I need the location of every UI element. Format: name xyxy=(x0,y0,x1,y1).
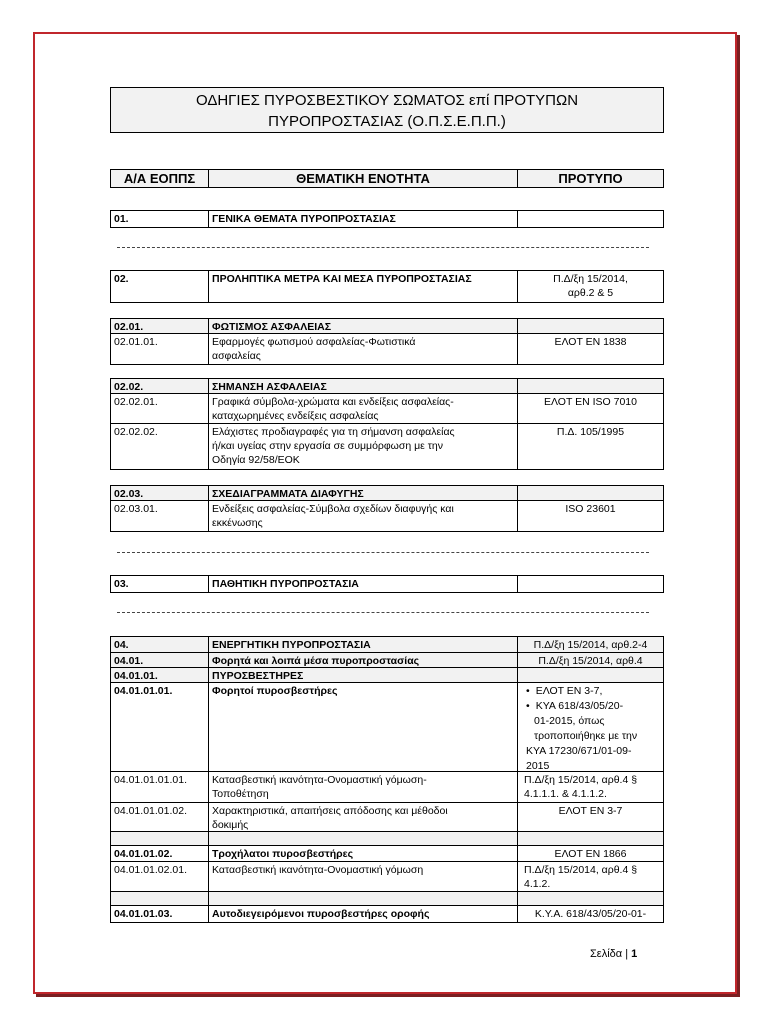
section-02-03 xyxy=(110,485,664,532)
table-row xyxy=(111,424,663,470)
topic-line: Χαρακτηριστικά, απαιτήσεις απόδοσης και μέθοδοι xyxy=(212,805,448,817)
table-row xyxy=(111,772,663,803)
row-code: 04.01.01. xyxy=(111,668,209,682)
row-topic: ΣΧΕΔΙΑΓΡΑΜΜΑΤΑ ΔΙΑΦΥΓΗΣ xyxy=(209,486,518,500)
standard-line: ΚΥΑ 17230/671/01-09- xyxy=(526,745,632,757)
row-code: 01. xyxy=(111,211,209,227)
topic-line: Εφαρμογές φωτισμού ασφαλείας-Φωτιστικά xyxy=(212,336,416,348)
row-standard: ΕΛΟΤ ΕΝ 3-7 xyxy=(558,805,623,817)
row-topic: ΠΑΘΗΤΙΚΗ ΠΥΡΟΠΡΟΣΤΑΣΙΑ xyxy=(209,576,518,592)
topic-line: ή/και υγείας στην εργασία σε συμμόρφωση με την xyxy=(212,440,444,452)
row-standard xyxy=(518,576,663,592)
title-line-2: ΠΥΡΟΠΡΟΣΤΑΣΙΑΣ (Ο.Π.Σ.Ε.Π.Π.) xyxy=(268,113,506,130)
page-footer xyxy=(590,948,637,960)
topic-line: Ενδείξεις ασφαλείας-Σύμβολα σχεδίων διαφυγής και xyxy=(212,503,454,515)
row-standard xyxy=(518,832,663,845)
row-code: 04.01. xyxy=(111,653,209,667)
topic-line: εκκένωσης xyxy=(212,517,263,529)
table-row xyxy=(111,846,663,862)
row-topic: Αυτοδιεγειρόμενοι πυροσβεστήρες οροφής xyxy=(209,906,518,922)
row-topic: ΦΩΤΙΣΜΟΣ ΑΣΦΑΛΕΙΑΣ xyxy=(209,319,518,333)
table-row xyxy=(111,211,663,228)
section-02-01 xyxy=(110,318,664,365)
row-code: 02.01.01. xyxy=(111,334,209,364)
section-01 xyxy=(110,210,664,228)
row-topic: Φορητοί πυροσβεστήρες xyxy=(209,683,518,771)
row-topic: ΕΝΕΡΓΗΤΙΚΗ ΠΥΡΟΠΡΟΣΤΑΣΙΑ xyxy=(209,637,518,652)
row-code: 04.01.01.01.01. xyxy=(111,772,209,802)
row-standard: Π.Δ/ξη 15/2014, αρθ.2-4 xyxy=(533,639,648,651)
standard-line: 2015 xyxy=(526,760,550,772)
page-number: 1 xyxy=(631,948,638,960)
row-standard xyxy=(518,271,663,302)
table-row-empty xyxy=(111,832,663,846)
row-standard xyxy=(518,379,663,393)
row-code: 04.01.01.02.01. xyxy=(111,862,209,891)
topic-line: Γραφικά σύμβολα-χρώματα και ενδείξεις ασφαλείας- xyxy=(212,396,454,408)
row-code: 02.02. xyxy=(111,379,209,393)
table-row xyxy=(111,334,663,365)
table-row xyxy=(111,653,663,668)
row-standard: ΕΛΟΤ ΕΝ 1866 xyxy=(554,848,627,860)
header-code: Α/Α ΕΟΠΠΣ xyxy=(111,170,209,187)
topic-line: καταχωρημένες ενδείξεις ασφαλείας xyxy=(212,410,379,422)
row-topic: ΠΡΟΛΗΠΤΙΚΑ ΜΕΤΡΑ ΚΑΙ ΜΕΣΑ ΠΥΡΟΠΡΟΣΤΑΣΙΑΣ xyxy=(209,271,518,302)
table-row xyxy=(111,637,663,653)
row-standard xyxy=(518,892,663,905)
table-row xyxy=(111,683,663,772)
title-line-1: ΟΔΗΓΙΕΣ ΠΥΡΟΣΒΕΣΤΙΚΟΥ ΣΩΜΑΤΟΣ επί ΠΡΟΤΥΠΩΝ xyxy=(195,92,579,109)
section-03 xyxy=(110,575,664,593)
row-topic xyxy=(209,832,518,845)
row-topic: Φορητά και λοιπά μέσα πυροπροστασίας xyxy=(209,653,518,667)
row-topic xyxy=(209,772,518,802)
row-topic xyxy=(209,424,518,469)
row-code: 04. xyxy=(111,637,209,652)
topic-line: ασφαλείας xyxy=(212,350,261,362)
row-standard xyxy=(518,772,663,802)
row-topic xyxy=(209,334,518,364)
topic-line: Ελάχιστες προδιαγραφές για τη σήμανση ασφαλείας xyxy=(212,426,455,438)
standard-line: Π.Δ/ξη 15/2014, xyxy=(553,273,628,285)
row-code: 04.01.01.01. xyxy=(111,683,209,771)
section-separator xyxy=(117,552,649,553)
standard-bullet: • ΚΥΑ 618/43/05/20- xyxy=(526,699,660,714)
standard-line: τροποποιήθηκε με την xyxy=(534,730,638,742)
footer-label: Σελίδα xyxy=(590,948,623,960)
row-code xyxy=(111,832,209,845)
row-standard: Π.Δ. 105/1995 xyxy=(556,426,625,438)
header-topic: ΘΕΜΑΤΙΚΗ ΕΝΟΤΗΤΑ xyxy=(209,170,518,187)
row-code: 02.02.02. xyxy=(111,424,209,469)
table-header xyxy=(110,169,664,188)
topic-line: Τοποθέτηση xyxy=(212,788,269,800)
standard-line: 01-2015, όπως xyxy=(534,715,605,727)
table-row xyxy=(111,394,663,424)
table-row xyxy=(111,379,663,394)
table-row xyxy=(111,576,663,593)
table-row xyxy=(111,501,663,532)
row-code: 02. xyxy=(111,271,209,302)
row-topic xyxy=(209,892,518,905)
document-title xyxy=(110,87,664,133)
row-standard: ΕΛΟΤ ΕΝ ISO 7010 xyxy=(544,396,637,408)
table-row xyxy=(111,906,663,923)
row-standard: ΕΛΟΤ ΕΝ 1838 xyxy=(554,336,627,348)
section-02-02 xyxy=(110,378,664,470)
row-topic xyxy=(209,501,518,531)
row-topic: ΓΕΝΙΚΑ ΘΕΜΑΤΑ ΠΥΡΟΠΡΟΣΤΑΣΙΑΣ xyxy=(209,211,518,227)
row-code: 02.03. xyxy=(111,486,209,500)
row-standard: ISO 23601 xyxy=(565,503,616,515)
row-standard xyxy=(518,319,663,333)
row-code: 04.01.01.01.02. xyxy=(111,803,209,831)
row-standard xyxy=(518,862,663,891)
standard-bullet: • ΕΛΟΤ ΕΝ 3-7, xyxy=(526,684,660,699)
header-standard: ΠΡΟΤΥΠΟ xyxy=(558,171,623,186)
row-standard xyxy=(518,486,663,500)
row-topic: Κατασβεστική ικανότητα-Ονομαστική γόμωση xyxy=(209,862,518,891)
row-code: 04.01.01.02. xyxy=(111,846,209,861)
table-row xyxy=(111,271,663,303)
section-separator xyxy=(117,247,649,248)
table-row xyxy=(111,803,663,832)
table-row xyxy=(111,862,663,892)
row-code: 03. xyxy=(111,576,209,592)
topic-line: Οδηγία 92/58/ΕΟΚ xyxy=(212,454,300,466)
row-topic xyxy=(209,394,518,423)
topic-line: Κατασβεστική ικανότητα-Ονομαστική γόμωση- xyxy=(212,774,427,786)
section-separator xyxy=(117,612,649,613)
standard-line: αρθ.2 & 5 xyxy=(567,287,614,299)
row-standard xyxy=(518,668,663,682)
row-code: 02.02.01. xyxy=(111,394,209,423)
row-topic: Τροχήλατοι πυροσβεστήρες xyxy=(209,846,518,861)
table-row xyxy=(111,668,663,683)
row-topic xyxy=(209,803,518,831)
row-standard: Π.Δ/ξη 15/2014, αρθ.4 xyxy=(538,655,643,667)
row-standard xyxy=(518,211,663,227)
table-row xyxy=(111,486,663,501)
table-row-empty xyxy=(111,892,663,906)
row-code xyxy=(111,892,209,905)
section-04 xyxy=(110,636,664,923)
footer-separator: | xyxy=(625,948,629,960)
table-row xyxy=(111,319,663,334)
row-code: 02.03.01. xyxy=(111,501,209,531)
topic-line: δοκιμής xyxy=(212,819,249,831)
standard-line: 4.1.1.1. & 4.1.1.2. xyxy=(524,788,607,800)
row-standard xyxy=(518,683,663,771)
row-topic: ΣΗΜΑΝΣΗ ΑΣΦΑΛΕΙΑΣ xyxy=(209,379,518,393)
standard-line: Π.Δ/ξη 15/2014, αρθ.4 § xyxy=(524,864,638,876)
row-code: 02.01. xyxy=(111,319,209,333)
section-02 xyxy=(110,270,664,303)
row-standard: Κ.Υ.Α. 618/43/05/20-01- xyxy=(534,908,647,920)
standard-line: Π.Δ/ξη 15/2014, αρθ.4 § xyxy=(524,774,638,786)
standard-line: 4.1.2. xyxy=(524,878,551,890)
row-topic: ΠΥΡΟΣΒΕΣΤΗΡΕΣ xyxy=(209,668,518,682)
row-code: 04.01.01.03. xyxy=(111,906,209,922)
